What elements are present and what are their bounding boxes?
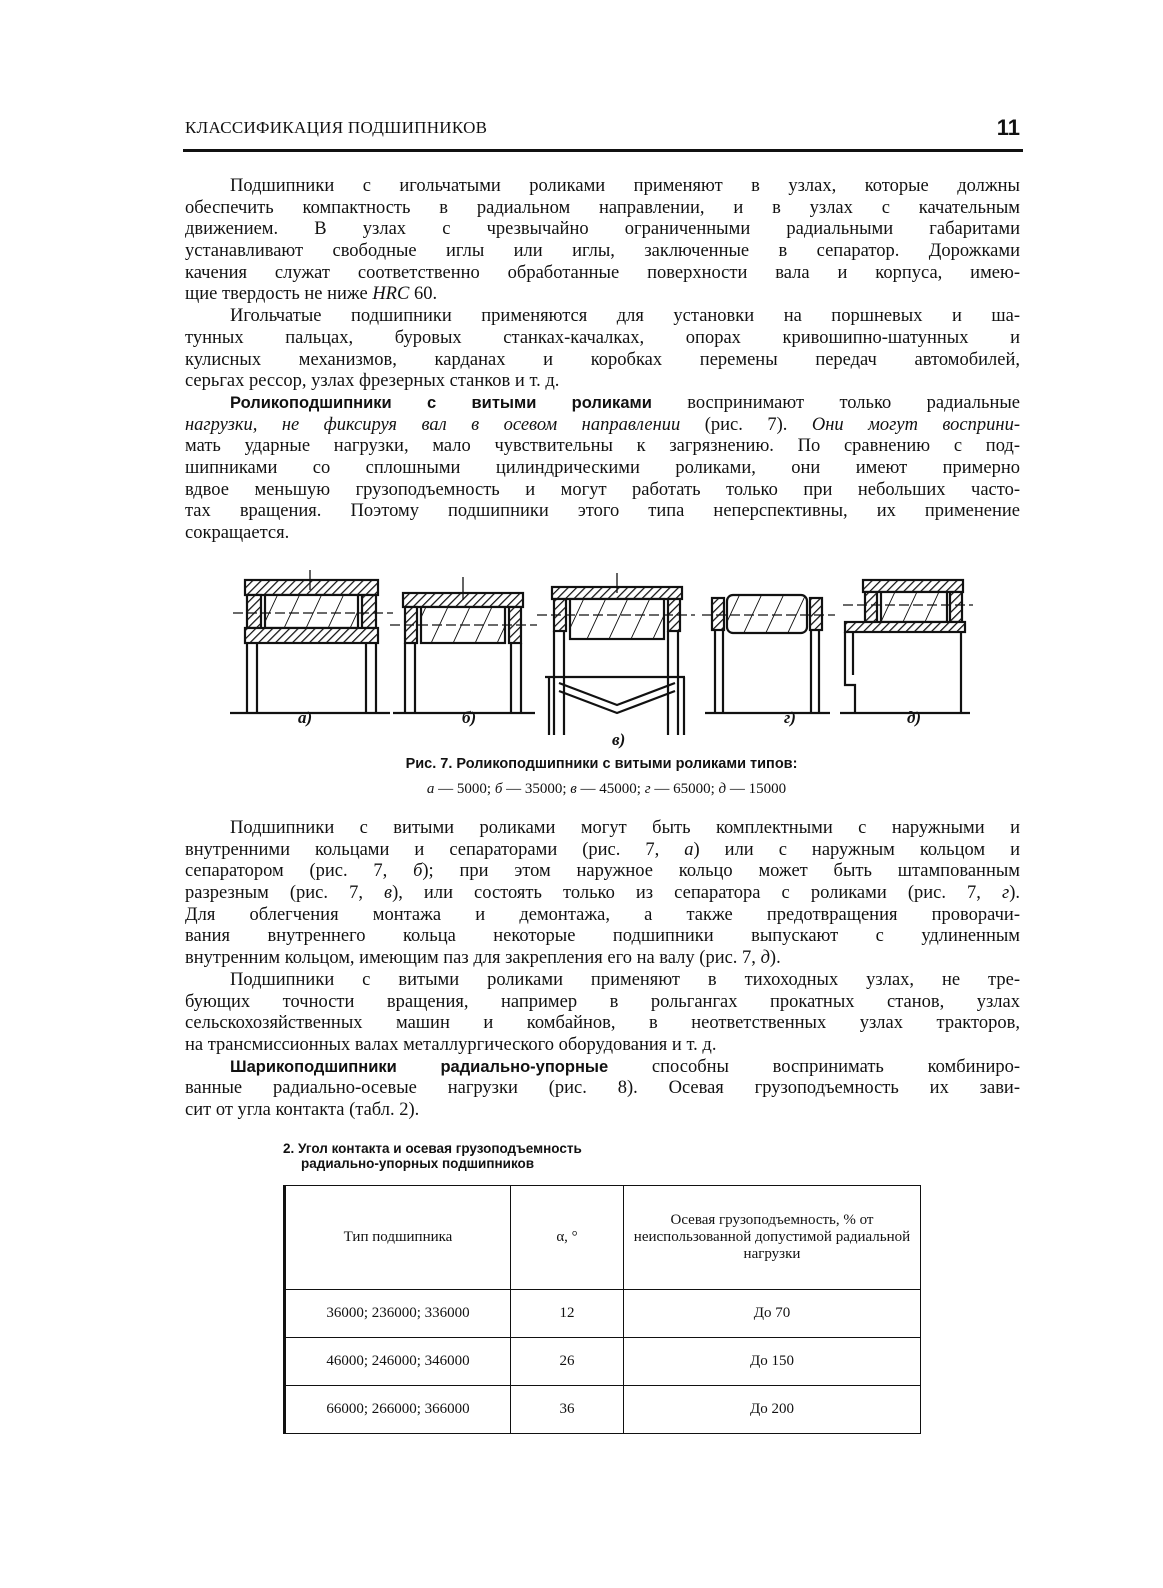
type-letter: г (644, 781, 651, 797)
table-row (285, 1290, 921, 1338)
text-segment: шипниками со сплошными цилиндрическими роликами, они имеют примерно (185, 457, 1020, 478)
paragraph-line (185, 840, 1020, 862)
text-segment: ). (769, 948, 781, 969)
type-letter: д (718, 781, 727, 797)
paragraph-line (185, 436, 1020, 458)
figure-label-a: а) (298, 708, 313, 727)
table-title-line-2: радиально-упорных подшипников (301, 1156, 535, 1171)
text-segment: 60. (409, 284, 438, 305)
body-text-top (185, 176, 1020, 545)
running-header (185, 115, 1020, 142)
type-number: 35000 (524, 781, 563, 797)
header-contact-angle: α, ° (511, 1186, 624, 1290)
figure-label-v: в) (612, 730, 626, 749)
dash: — (434, 781, 457, 797)
paragraph-line (185, 1035, 1020, 1057)
paragraph-line (185, 926, 1020, 948)
text-segment: кулисных механизмов, карданах и коробках перемены передач автомобилей, (185, 349, 1020, 370)
paragraph-line (185, 241, 1020, 263)
text-segment: разрезным (рис. 7, (185, 883, 385, 904)
page-number: 11 (996, 115, 1020, 140)
text-segment: ), или состоять только из сепаратора с роликами (рис. 7, (392, 883, 1002, 904)
text-segment: сепаратором (рис. 7, (185, 861, 414, 882)
paragraph-line (185, 371, 1020, 393)
contact-angle-table (283, 1185, 921, 1434)
header-axial-capacity: Осевая грузоподъемность, % от неиспользованной допустимой радиальной нагрузки (624, 1186, 921, 1290)
paragraph-line (185, 328, 1020, 350)
dash: — (650, 781, 674, 797)
table-header-row (285, 1186, 921, 1290)
text-segment: тах вращения. Поэтому подшипники этого типа неперспективны, их применение (185, 501, 1020, 522)
type-letter: а (426, 781, 435, 797)
text-segment: движением. В узлах с чрезвычайно ограниченными радиальными габаритами (185, 219, 1020, 240)
paragraph-line (185, 905, 1020, 927)
dash: — (726, 781, 749, 797)
type-number: 65000 (673, 781, 711, 797)
separator: ; (710, 781, 719, 797)
separator: ; (486, 781, 495, 797)
paragraph-line (185, 198, 1020, 220)
text-segment: мать ударные нагрузки, мало чувствительны к загрязнению. По сравнению с под- (185, 436, 1020, 457)
text-segment: бующих точности вращения, например в рольгангах прокатных станов, узлах (185, 991, 1020, 1012)
text-segment: сельскохозяйственных машин и комбайнов, в неответственных узлах тракторов, (185, 1013, 1020, 1034)
text-segment: Игольчатые подшипники применяются для установки на поршневых и ша- (230, 306, 1020, 327)
bearing-g-drawing (702, 595, 835, 713)
cell-axial-capacity: До 70 (624, 1290, 921, 1338)
table-row (285, 1338, 921, 1386)
text-segment: сокращается. (185, 523, 290, 543)
text-segment: вдвое меньшую грузоподъемность и могут работать только при небольших часто- (185, 479, 1020, 500)
type-number: 15000 (748, 781, 787, 797)
italic-text: нагрузки, не фиксируя вал в осевом направлении (185, 414, 681, 435)
text-segment: сит от угла контакта (табл. 2). (185, 1099, 420, 1120)
body-text-bottom (185, 818, 1020, 1122)
cell-contact-angle: 12 (511, 1290, 624, 1338)
text-segment: ванные радиально-осевые нагрузки (рис. 8). Осевая грузоподъемность их зави- (185, 1078, 1020, 1099)
text-segment: воспринимают только радиальные (651, 392, 1020, 413)
text-segment: Подшипники с игольчатыми роликами применяют в узлах, которые должны (230, 176, 1020, 196)
paragraph-line (185, 350, 1020, 372)
italic-text: а (684, 839, 694, 860)
italic-text: д (760, 948, 770, 969)
running-title: КЛАССИФИКАЦИЯ ПОДШИПНИКОВ (185, 118, 488, 137)
text-segment: способны воспринимать комбиниро- (608, 1056, 1021, 1077)
cell-contact-angle: 36 (511, 1386, 624, 1434)
paragraph-line (185, 263, 1020, 285)
italic-text: г (1002, 883, 1010, 904)
text-segment: Для облегчения монтажа и демонтажа, а также предотвращения проворачи- (185, 904, 1020, 925)
text-segment: серьгах рессор, узлах фрезерных станков и т. д. (185, 371, 560, 392)
header-rule (183, 149, 1023, 152)
bold-term: Шарикоподшипники радиально-упорные (230, 1057, 609, 1076)
dash: — (502, 781, 525, 797)
cell-contact-angle: 26 (511, 1338, 624, 1386)
cell-bearing-type: 36000; 236000; 336000 (285, 1290, 511, 1338)
paragraph-line (185, 883, 1020, 905)
bearing-v-drawing (537, 573, 695, 735)
cell-bearing-type: 46000; 246000; 346000 (285, 1338, 511, 1386)
bearing-b-drawing (390, 577, 537, 713)
dash: — (576, 781, 600, 797)
text-segment: ). (1009, 883, 1021, 904)
type-number: 45000 (599, 781, 637, 797)
paragraph-line (185, 1100, 1020, 1122)
text-segment: внутренними кольцами и сепараторами (рис. 7, (185, 839, 685, 860)
table-row (285, 1386, 921, 1434)
paragraph-line (185, 501, 1020, 523)
paragraph-line (185, 458, 1020, 480)
paragraph-line (185, 219, 1020, 241)
text-segment: тунных пальцах, буровых станках-качалках, опорах кривошипно-шатунных и (185, 327, 1020, 348)
italic-text: б (413, 861, 423, 882)
text-segment: ) или с наружным кольцом и (693, 839, 1020, 860)
figure-caption: Рис. 7. Роликоподшипники с витыми роликами типов: (405, 756, 798, 772)
paragraph-line (185, 306, 1020, 328)
paragraph-line (185, 992, 1020, 1014)
paragraph-line (185, 1013, 1020, 1035)
type-letter: б (494, 781, 503, 797)
text-segment: щие твердость не ниже (185, 284, 373, 305)
text-segment: устанавливают свободные иглы или иглы, заключенные в сепаратор. Дорожками (185, 241, 1020, 262)
table-title-line-1: 2. Угол контакта и осевая грузоподъемность (283, 1141, 582, 1156)
paragraph-line (185, 818, 1020, 840)
type-letter: в (570, 781, 577, 797)
cell-axial-capacity: До 150 (624, 1338, 921, 1386)
cell-bearing-type: 66000; 266000; 366000 (285, 1386, 511, 1434)
paragraph-line (185, 861, 1020, 883)
text-segment: на трансмиссионных валах металлургического оборудования и т. д. (185, 1034, 717, 1055)
text-segment: вания внутреннего кольца некоторые подшипники выпускают с удлиненным (185, 926, 1020, 947)
italic-text: в (384, 883, 393, 904)
bearing-d-drawing (840, 580, 973, 713)
italic-text: HRC (372, 284, 410, 305)
text-segment: обеспечить компактность в радиальном направлении, и в узлах с качательным (185, 197, 1020, 218)
type-number: 5000 (456, 781, 487, 797)
figure-7-bearings (225, 565, 985, 750)
figure-label-g: г) (784, 708, 796, 727)
text-segment: Подшипники с витыми роликами могут быть комплектными с наружными и (230, 818, 1020, 838)
italic-text: Они могут восприни- (811, 414, 1020, 435)
paragraph-line (185, 176, 1020, 198)
figure-label-d: д) (907, 708, 922, 727)
paragraph-line (185, 523, 1020, 545)
paragraph-line (185, 1057, 1020, 1079)
bold-term: Роликоподшипники с витыми роликами (230, 393, 652, 412)
paragraph-line (185, 1078, 1020, 1100)
paragraph-line (185, 970, 1020, 992)
figure-label-b: б) (462, 708, 477, 727)
header-bearing-type: Тип подшипника (285, 1186, 511, 1290)
text-segment: (рис. 7). (680, 414, 812, 435)
text-segment: внутренним кольцом, имеющим паз для закрепления его на валу (рис. 7, (185, 948, 761, 969)
paragraph-line (185, 948, 1020, 970)
separator: ; (636, 781, 645, 797)
figure-subcaption (0, 781, 1163, 798)
paragraph-line (185, 415, 1020, 437)
table-title (283, 1141, 582, 1171)
paragraph-line (185, 284, 1020, 306)
text-segment: ); при этом наружное кольцо может быть штампованным (422, 861, 1020, 882)
cell-axial-capacity: До 200 (624, 1386, 921, 1434)
bearing-a-drawing (230, 570, 393, 713)
paragraph-line (185, 393, 1020, 415)
text-segment: качения служат соответственно обработанные поверхности вала и корпуса, имею- (185, 262, 1020, 283)
text-segment: Подшипники с витыми роликами применяют в тихоходных узлах, не тре- (230, 969, 1020, 990)
separator: ; (562, 781, 571, 797)
paragraph-line (185, 480, 1020, 502)
